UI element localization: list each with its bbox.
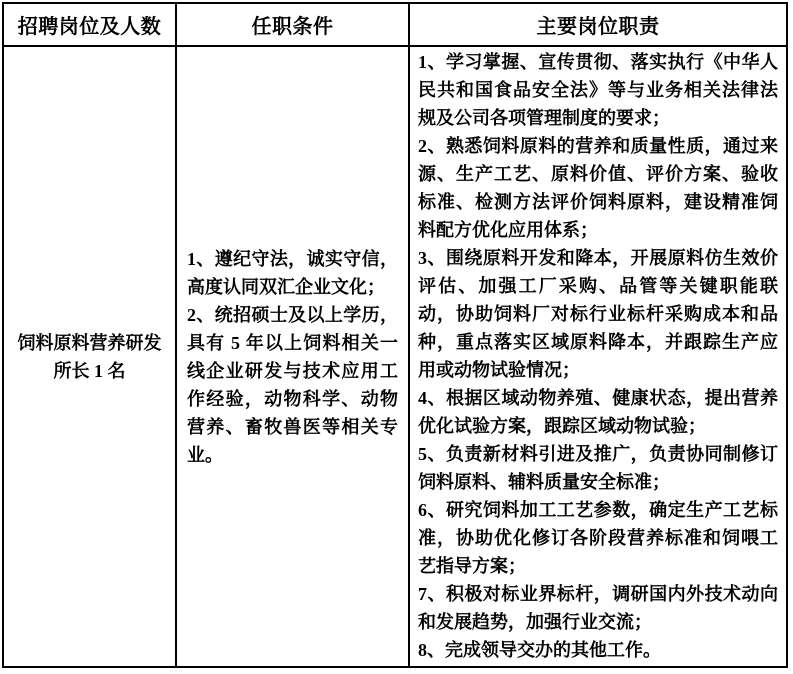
duties-line: 3、围绕原料开发和降本，开展原料仿生效价 (418, 248, 778, 268)
requirements-line: 营养、畜牧兽医等相关专 (187, 416, 398, 437)
duties-line: 5、负责新材料引进及推广，负责协同制修订 (418, 444, 778, 464)
duties-line: 6、研究饲料加工工艺参数，确定生产工艺标 (418, 500, 778, 520)
cell-requirements (177, 47, 410, 666)
duties-line: 1、学习掌握、宣传贯彻、落实执行《中华人 (418, 52, 778, 72)
header-duties-label: 主要岗位职责 (536, 16, 660, 38)
duties-line: 动，协助饲料厂对标行业标杆采购成本和品 (418, 304, 778, 324)
header-cell-requirements (177, 4, 410, 45)
header-cell-position (4, 4, 177, 45)
duties-line: 8、完成领导交办的其他工作。 (418, 640, 661, 660)
requirements-line: 线企业研发与技术应用工 (187, 360, 398, 381)
position-line: 饲料原料营养研发 (17, 332, 162, 353)
duties-line: 7、积极对标业界标杆，调研国内外技术动向 (418, 584, 778, 604)
duties-line: 民共和国食品安全法》等与业务相关法律法 (418, 80, 778, 100)
header-requirements-label: 任职条件 (251, 16, 334, 38)
duties-line: 和发展趋势，加强行业交流； (418, 612, 652, 632)
duties-line: 种，重点落实区域原料降本，并跟踪生产应 (418, 332, 778, 352)
duties-line: 饲料原料、辅料质量安全标准； (418, 472, 670, 492)
duties-line: 源、生产工艺、原料价值、评价方案、验收 (418, 164, 778, 184)
duties-line: 准，协助优化修订各阶段营养标准和饲喂工 (418, 528, 778, 548)
requirements-line: 2、统招硕士及以上学历， (187, 304, 398, 325)
cell-duties (410, 47, 786, 666)
duties-line: 标准、检测方法评价饲料原料，建设精准饲 (418, 192, 778, 212)
duties-line: 4、根据区域动物养殖、健康状态，提出营养 (418, 388, 778, 408)
duties-line: 2、熟悉饲料原料的营养和质量性质，通过来 (418, 136, 778, 156)
table-body-row (4, 47, 786, 666)
duties-line: 料配方优化应用体系； (418, 220, 598, 240)
duties-line: 优化试验方案，跟踪区域动物试验； (418, 416, 706, 436)
requirements-line: 1、遵纪守法，诚实守信， (187, 248, 398, 269)
cell-position (4, 47, 177, 666)
recruitment-table (2, 2, 788, 668)
header-cell-duties (410, 4, 786, 45)
requirements-line: 业。 (187, 444, 223, 465)
requirements-line: 作经验，动物科学、动物 (187, 388, 398, 409)
duties-line: 规及公司各项管理制度的要求； (418, 108, 670, 128)
duties-line: 用或动物试验情况； (418, 360, 580, 380)
header-position-label: 招聘岗位及人数 (17, 16, 162, 38)
table-header-row (4, 4, 786, 47)
requirements-line: 高度认同双汇企业文化； (187, 276, 385, 297)
duties-line: 评估、加强工厂采购、品管等关键职能联 (418, 276, 778, 296)
duties-line: 艺指导方案； (418, 556, 526, 576)
requirements-line: 具有 5 年以上饲料相关一 (187, 332, 398, 353)
position-line: 所长 1 名 (53, 360, 126, 381)
